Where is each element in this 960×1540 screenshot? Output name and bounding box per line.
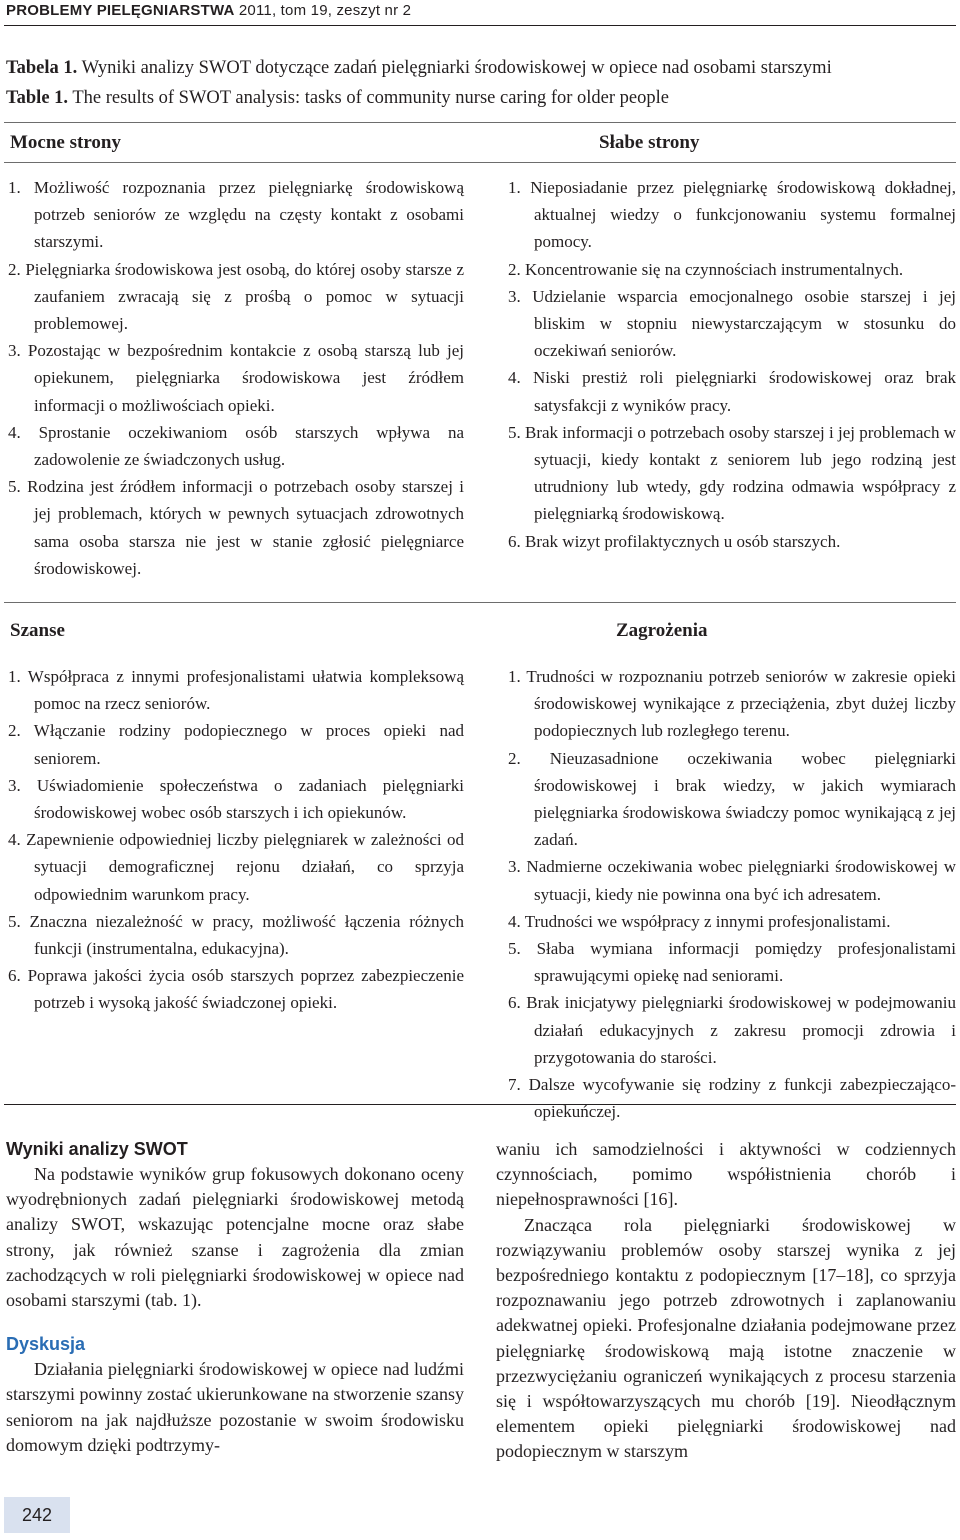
list-item: 1. Trudności w rozpoznaniu potrzeb seniorów w zakresie opieki środowiskowej wynikające z przeciążenia, zbyt dużej liczby podopiecznych lub rozległego terenu. [508, 667, 956, 741]
section-heading-results: Wyniki analizy SWOT [6, 1139, 188, 1159]
list-item: 5. Słaba wymiana informacji pomiędzy profesjonalistami sprawującymi opiekę nad seniorami. [508, 939, 956, 986]
caption-pl-label: Tabela 1. [6, 58, 78, 78]
caption-pl-text: Wyniki analizy SWOT dotyczące zadań pielęgniarki środowiskowej w opiece nad osobami starszymi [81, 58, 832, 78]
list-item: 5. Rodzina jest źródłem informacji o potrzebach osoby starszej i jej problemach, których w pewnych sytuacjach zdrowotnych sama osoba starsza nie jest w stanie zgłosić pielęgniarce środowiskowej. [8, 477, 464, 578]
rule-table-head [4, 162, 956, 163]
table-caption-en [6, 88, 669, 109]
list-item: 4. Zapewnienie odpowiedniej liczby pielęgniarek w zależności od sytuacji demograficznej rejonu działań, co sprzyja odpowiednim warunkom pracy. [8, 830, 464, 904]
list-item: 4. Sprostanie oczekiwaniom osób starszych wpływa na zadowolenie ze świadczonych usług. [8, 422, 464, 470]
paragraph-continued: waniu ich samodzielności i aktywności w codziennych czynnościach, pomimo współistnienia chorób i niepełnosprawności [16]. [496, 1139, 956, 1210]
list-item: 4. Niski prestiż roli pielęgniarki środowiskowej oraz brak satysfakcji z wyników pracy. [508, 368, 956, 415]
list-item: 7. Dalsze wycofywanie się rodziny z funkcji zabezpieczająco-opiekuńczej. [508, 1075, 956, 1122]
body-left-column [6, 1137, 464, 1458]
table-caption-pl [6, 58, 832, 79]
caption-en-text: The results of SWOT analysis: tasks of community nurse caring for older people [72, 88, 669, 108]
running-head [6, 2, 411, 19]
list-item: 2. Koncentrowanie się na czynnościach instrumentalnych. [508, 259, 904, 279]
list-item: 2. Włączanie rodziny podopiecznego w proces opieki nad seniorem. [8, 721, 464, 768]
list-item: 4. Trudności we współpracy z innymi profesjonalistami. [508, 911, 891, 931]
list-item: 3. Udzielanie wsparcia emocjonalnego osobie starszej i jej bliskim w stopniu niewystarczającym w stosunku do oczekiwań seniorów. [508, 286, 956, 361]
rule-table-bottom [4, 1104, 956, 1105]
list-item: 3. Pozostając w bezpośrednim kontakcie z osobą starszą lub jej opiekunem, pielęgniarka środowiskowa jest źródłem informacji o możliwościach opieki. [8, 341, 464, 415]
strengths-list [8, 174, 464, 582]
weaknesses-list [508, 174, 956, 555]
threats-list [508, 663, 956, 1125]
rule-table-mid [4, 602, 956, 603]
list-item: 2. Pielęgniarka środowiskowa jest osobą, do której osoby starsze z zaufaniem zwracają się z prośbą o pomoc w sytuacji problemowej. [8, 259, 464, 334]
list-item: 3. Nadmierne oczekiwania wobec pielęgniarki środowiskowej w sytuacji, kiedy nie powinna ona być ich adresatem. [508, 857, 956, 904]
paragraph-discussion: Działania pielęgniarki środowiskowej w opiece nad ludźmi starszymi powinny zostać ukierunkowane na stworzenie szansy seniorom na jak najdłuższe pozostanie w swoim środowisku domowym dzięki podtrzymy- [6, 1359, 464, 1455]
journal-name: PROBLEMY PIELĘGNIARSTWA [6, 2, 235, 19]
list-item: 1. Nieposiadanie przez pielęgniarkę środowiskową dokładnej, aktualnej wiedzy o funkcjonowaniu systemu formalnej pomocy. [508, 178, 956, 252]
list-item: 1. Możliwość rozpoznania przez pielęgniarkę środowiskową potrzeb seniorów ze względu na częsty kontakt z osobami starszymi. [8, 178, 464, 252]
list-item: 5. Znaczna niezależność w pracy, możliwość łączenia różnych funkcji (instrumentalna, edukacyjna). [8, 911, 464, 959]
threats-title: Zagrożenia [616, 620, 708, 641]
caption-en-label: Table 1. [6, 88, 69, 108]
paragraph-role: Znacząca rola pielęgniarki środowiskowej w rozwiązywaniu problemów osoby starszej wynika z jej bezpośredniego kontaktu z podopiecznym [17–18], co sprzyja rozpoznawaniu jego potrzeb zdrowotnych i zaplanowaniu adekwatnej opieki. Profesjonalne działania podejmowane przez pielęgniarkę środowiskową mają istotne znaczenie w przezwyciężaniu ograniczeń wynikających z procesu starzenia się i współtowarzyszących mu chorób [19]. Nieodłącznym elementem opieki pielęgniarki środowiskowej nad podopiecznym w starszym [496, 1214, 956, 1462]
body-right-column [496, 1137, 956, 1465]
opportunities-list [8, 663, 464, 1017]
list-item: 6. Brak inicjatywy pielęgniarki środowiskowej w podejmowaniu działań edukacyjnych z zakresu promocji zdrowia i przygotowania do starości. [508, 993, 956, 1067]
section-heading-discussion: Dyskusja [6, 1334, 86, 1355]
list-item: 6. Brak wizyt profilaktycznych u osób starszych. [508, 531, 841, 551]
list-item: 3. Uświadomienie społeczeństwa o zadaniach pielęgniarki środowiskowej wobec osób starszych i ich opiekunów. [8, 775, 464, 823]
page-number: 242 [4, 1497, 70, 1533]
list-item: 5. Brak informacji o potrzebach osoby starszej i jej problemach w sytuacji, kiedy kontakt z seniorem lub jego rodziną jest utrudniony lub wtedy, gdy rodzina odmawia współpracy z pielęgniarką środowiskową. [508, 422, 956, 524]
paragraph-results: Na podstawie wyników grup fokusowych dokonano oceny wyodrębnionych zadań pielęgniarki środowiskowej metodą analizy SWOT, wskazując potencjalne mocne oraz słabe strony, jak również szanse i zagrożenia dla zmian zachodzących w roli pielęgniarki środowiskowej w opiece nad osobami starszymi (tab. 1). [6, 1164, 464, 1311]
rule-table-top [4, 122, 956, 123]
weaknesses-title: Słabe strony [599, 132, 700, 153]
list-item: 6. Poprawa jakości życia osób starszych poprzez zabezpieczenie potrzeb i wysoką jakość świadczonej opieki. [8, 966, 464, 1013]
journal-details: 2011, tom 19, zeszyt nr 2 [238, 2, 412, 19]
strengths-title: Mocne strony [10, 132, 121, 153]
list-item: 2. Nieuzasadnione oczekiwania wobec pielęgniarki środowiskowej i brak wiedzy, w jakich wymiarach pielęgniarka środowiskowa świadczy pomoc wynikającą z jej zadań. [508, 748, 956, 850]
opportunities-title: Szanse [10, 620, 65, 641]
rule-top [4, 25, 956, 26]
list-item: 1. Współpraca z innymi profesjonalistami ułatwia kompleksową pomoc na rzecz seniorów. [8, 667, 464, 714]
